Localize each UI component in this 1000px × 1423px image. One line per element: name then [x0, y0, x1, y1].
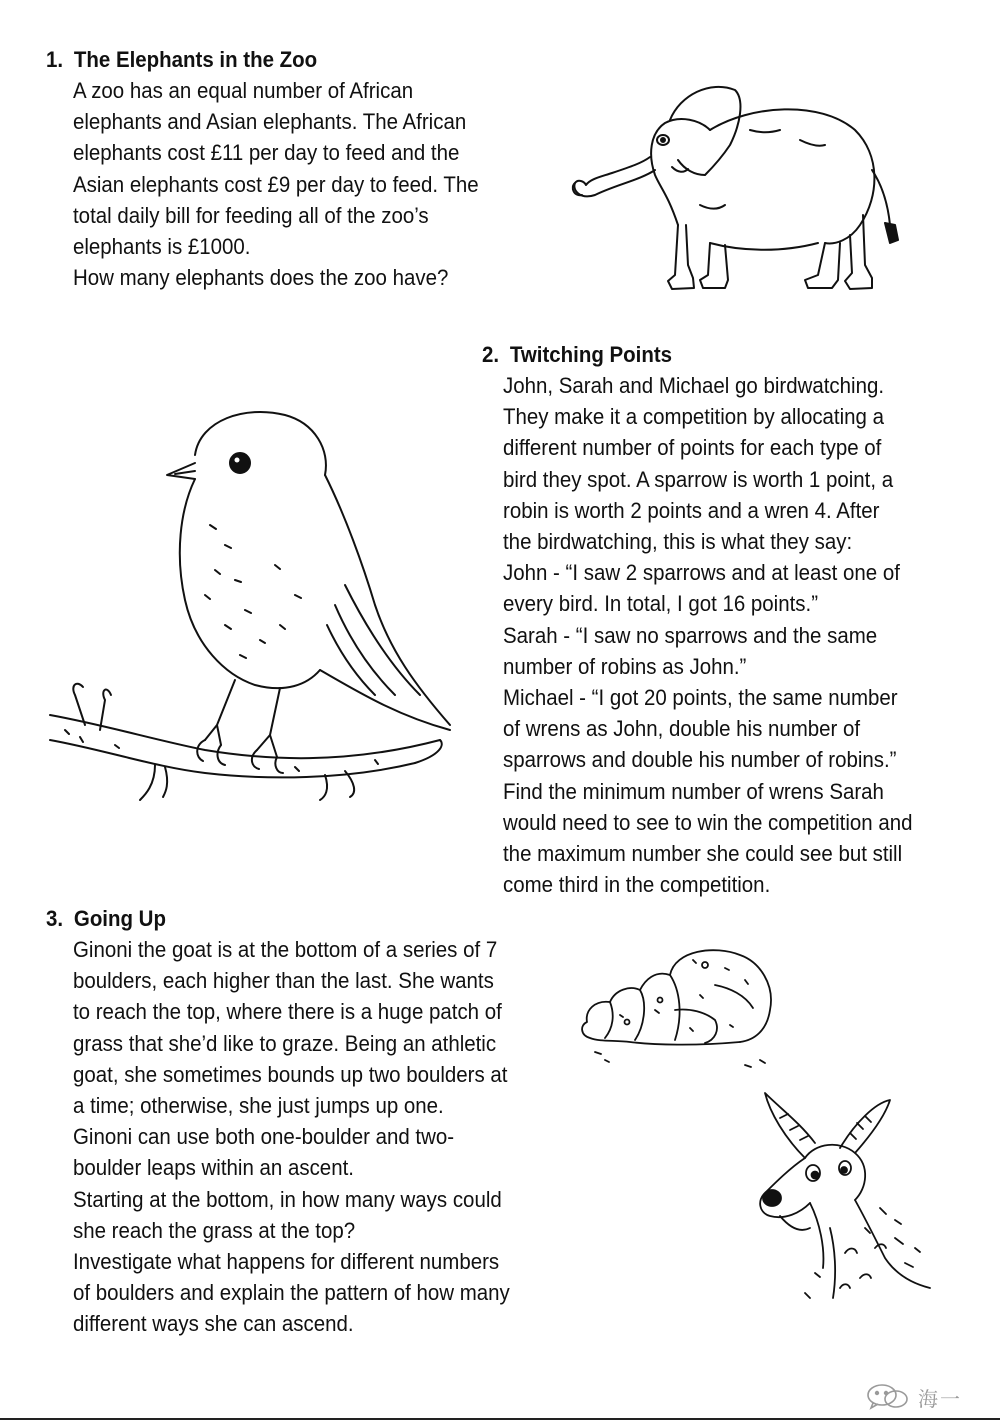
problem-1-number: 1.	[46, 47, 64, 72]
problem-3-line: grass that she’d like to graze. Being an athletic	[73, 1030, 497, 1056]
problem-3-heading: Going Up	[73, 906, 166, 931]
bottom-rule	[0, 1418, 1000, 1420]
boulders-illustration	[575, 940, 785, 1080]
problem-2-line: would need to see to win the competition and	[503, 809, 913, 835]
problem-3-line: Ginoni can use both one-boulder and two-	[73, 1124, 455, 1150]
problem-3-title	[46, 903, 508, 934]
problem-3-text	[73, 934, 543, 1340]
problem-2-line: robin is worth 2 points and a wren 4. After	[503, 497, 880, 523]
problem-2-line: every bird. In total, I got 16 points.”	[503, 591, 819, 617]
problem-1-title	[46, 44, 477, 75]
problem-3-line: goat, she sometimes bounds up two boulders at	[73, 1061, 508, 1087]
wechat-icon	[866, 1384, 910, 1410]
problem-2-number: 2.	[482, 342, 500, 367]
problem-3	[46, 903, 543, 1340]
problem-2-line: John - “I saw 2 sparrows and at least one of	[503, 560, 900, 586]
problem-3-line: boulders, each higher than the last. She wants	[73, 968, 494, 994]
watermark	[866, 1382, 962, 1412]
problem-3-line: Ginoni the goat is at the bottom of a series of 7	[73, 937, 498, 962]
problem-1-line: elephants cost £11 per day to feed and the	[73, 140, 460, 166]
problem-3-line: she reach the grass at the top?	[73, 1217, 356, 1243]
problem-2-line: different number of points for each type of	[503, 435, 882, 461]
goat-illustration	[745, 1088, 945, 1313]
problem-3-line: Starting at the bottom, in how many ways could	[73, 1186, 502, 1212]
problem-1-line: A zoo has an equal number of African	[73, 78, 414, 103]
problem-1-text	[73, 75, 509, 293]
problem-3-line: boulder leaps within an ascent.	[73, 1155, 354, 1181]
problem-1-line: Asian elephants cost £9 per day to feed. The	[73, 171, 479, 197]
problem-2-line: sparrows and double his number of robins.”	[503, 747, 897, 773]
problem-2-line: John, Sarah and Michael go birdwatching.	[503, 373, 885, 398]
problem-2-text	[503, 370, 943, 900]
problem-3-line: of boulders and explain the pattern of how many	[73, 1280, 510, 1306]
problem-1-line: elephants and Asian elephants. The African	[73, 109, 467, 135]
problem-2-heading: Twitching Points	[509, 342, 673, 367]
robin-illustration	[45, 395, 465, 805]
problem-2-line: the maximum number she could see but still	[503, 841, 903, 867]
problem-2-line: Find the minimum number of wrens Sarah	[503, 778, 884, 804]
problem-3-number: 3.	[46, 906, 64, 931]
problem-2-line: Michael - “I got 20 points, the same number	[503, 685, 898, 711]
problem-3-line: to reach the top, where there is a huge patch of	[73, 999, 502, 1025]
problem-1-line: How many elephants does the zoo have?	[73, 265, 449, 291]
elephant-illustration	[560, 75, 920, 300]
problem-2-line: come third in the competition.	[503, 872, 771, 898]
problem-2-title	[482, 339, 911, 370]
problem-2-line: bird they spot. A sparrow is worth 1 point, a	[503, 466, 894, 492]
problem-2-line: the birdwatching, this is what they say:	[503, 529, 853, 555]
problem-1	[46, 44, 509, 293]
problem-2-line: Sarah - “I saw no sparrows and the same	[503, 622, 878, 648]
problem-3-line: different ways she can ascend.	[73, 1311, 354, 1337]
problem-2-line: number of robins as John.”	[503, 653, 747, 679]
watermark-text: 海一	[918, 1388, 962, 1411]
problem-3-line: a time; otherwise, she just jumps up one.	[73, 1093, 444, 1119]
problem-1-heading: The Elephants in the Zoo	[73, 47, 318, 72]
problem-2-line: of wrens as John, double his number of	[503, 716, 861, 742]
problem-3-line: Investigate what happens for different numbers	[73, 1249, 500, 1275]
problem-2-line: They make it a competition by allocating a	[503, 404, 884, 430]
problem-1-line: elephants is £1000.	[73, 234, 251, 260]
problem-1-line: total daily bill for feeding all of the zoo’s	[73, 202, 429, 228]
problem-2	[482, 339, 943, 900]
